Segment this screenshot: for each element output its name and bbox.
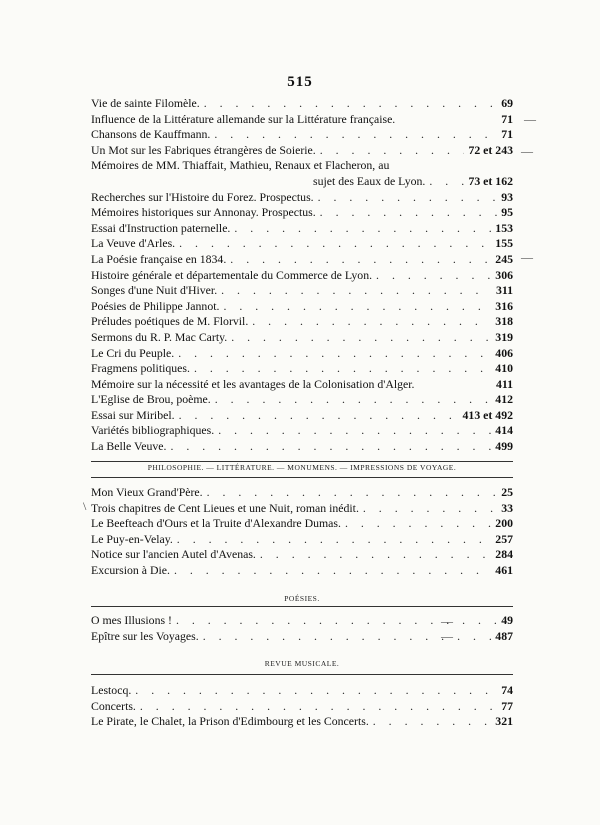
- entry-title: Histoire générale et départementale du Commerce de Lyon.: [91, 267, 373, 282]
- margin-pencil-mark: —: [524, 112, 536, 126]
- dot-leader: [429, 174, 464, 190]
- page-number: 515: [287, 74, 313, 90]
- index-entry: [91, 423, 513, 439]
- dot-leader: [179, 408, 459, 424]
- dot-leader: [177, 532, 492, 548]
- entry-pages: 411: [495, 376, 513, 391]
- entry-pages: 155: [495, 236, 513, 251]
- dot-leader: [135, 683, 497, 699]
- dot-leader: [223, 299, 491, 315]
- margin-pencil-mark: —: [441, 614, 453, 628]
- dot-leader: [320, 143, 465, 159]
- index-block-articles: [91, 96, 513, 455]
- entry-title: La Belle Veuve.: [91, 439, 167, 454]
- index-entry: [91, 683, 513, 699]
- entry-title: Songes d'une Nuit d'Hiver.: [91, 283, 218, 298]
- index-entry: [91, 236, 513, 252]
- entry-pages: 321: [495, 714, 513, 729]
- entry-title: sujet des Eaux de Lyon.: [313, 173, 426, 188]
- dot-leader: [373, 714, 492, 730]
- section-rule: [91, 606, 513, 607]
- index-entry: [91, 501, 513, 517]
- entry-title: Vie de sainte Filomèle.: [91, 96, 200, 110]
- entry-pages: 72 et 243: [468, 142, 513, 157]
- index-entry: [91, 439, 513, 455]
- dot-leader: [214, 127, 497, 143]
- entry-title: Essai sur Miribel.: [91, 407, 175, 422]
- entry-pages: 33: [501, 500, 513, 515]
- dot-leader: [376, 268, 491, 284]
- dot-leader: [179, 236, 491, 252]
- dot-leader: [363, 501, 497, 517]
- index-entry: [91, 96, 513, 112]
- entry-pages: 25: [501, 485, 513, 499]
- entry-pages: 487: [495, 628, 513, 643]
- index-entry: [91, 714, 513, 730]
- section-heading-revue-musicale: REVUE MUSICALE.: [264, 659, 340, 668]
- entry-pages: 316: [495, 298, 513, 313]
- entry-title: Epître sur les Voyages.: [91, 628, 199, 643]
- dot-leader: [174, 563, 491, 579]
- index-entry: [91, 563, 513, 579]
- entry-title: Le Puy-en-Velay.: [91, 531, 173, 546]
- entry-title: La Veuve d'Arles.: [91, 236, 176, 251]
- entry-title: Le Beefteach d'Ours et la Truite d'Alexandre Dumas.: [91, 516, 341, 531]
- index-entry: [91, 112, 513, 128]
- entry-pages: 71: [501, 127, 513, 142]
- index-entry: [91, 158, 513, 174]
- entry-title: Influence de la Littérature allemande sur la Littérature française.: [91, 111, 396, 126]
- entry-pages: 74: [501, 683, 513, 697]
- index-entry: [91, 314, 513, 330]
- entry-pages: 77: [501, 698, 513, 713]
- section-rule: [91, 477, 513, 478]
- dot-leader: [194, 361, 491, 377]
- entry-pages: 245: [495, 251, 513, 266]
- index-block-revue-musicale: [91, 683, 513, 730]
- index-entry: [91, 283, 513, 299]
- entry-pages: 200: [495, 516, 513, 531]
- entry-title: Poésies de Philippe Jannot.: [91, 298, 220, 313]
- index-entry: [91, 299, 513, 315]
- margin-pencil-mark: \: [83, 499, 87, 513]
- entry-pages: 73 et 162: [468, 173, 513, 188]
- entry-title: Mémoire sur la nécessité et les avantages de la Colonisation d'Alger.: [91, 376, 415, 391]
- dot-leader: [178, 346, 491, 362]
- index-block-philosophie: [91, 485, 513, 579]
- entry-pages: 153: [495, 220, 513, 235]
- entry-title: Trois chapitres de Cent Lieues et une Nuit, roman inédit.: [91, 500, 359, 515]
- entry-pages: 318: [495, 314, 513, 329]
- index-entry: [91, 485, 513, 501]
- dot-leader: [221, 283, 492, 299]
- entry-pages: 410: [495, 361, 513, 376]
- entry-title: Essai d'Instruction paternelle.: [91, 220, 231, 235]
- dot-leader: [320, 205, 498, 221]
- index-entry: [91, 361, 513, 377]
- section-rule: [91, 674, 513, 675]
- entry-title: L'Eglise de Brou, poème.: [91, 392, 211, 407]
- entry-title: Variétés bibliographiques.: [91, 423, 215, 438]
- section-rule: [91, 461, 513, 462]
- entry-title: La Poésie française en 1834.: [91, 251, 227, 266]
- index-entry: [91, 392, 513, 408]
- entry-pages: 71: [501, 111, 513, 126]
- entry-title: Recherches sur l'Histoire du Forez. Prospectus.: [91, 189, 314, 204]
- index-entry: [91, 699, 513, 715]
- entry-title: Sermons du R. P. Mac Carty.: [91, 329, 228, 344]
- index-entry: [91, 127, 513, 143]
- dot-leader: [140, 699, 497, 715]
- entry-title: Préludes poétiques de M. Florvil.: [91, 314, 249, 329]
- entry-title: Mon Vieux Grand'Père.: [91, 485, 203, 499]
- section-heading-philosophie: PHILOSOPHIE. — LITTÉRATURE. — MONUMENS. — IMPRESSIONS DE VOYAGE.: [147, 463, 457, 472]
- entry-pages: 69: [501, 96, 513, 110]
- entry-pages: 311: [495, 283, 513, 298]
- entry-pages: 93: [501, 189, 513, 204]
- index-entry: [91, 547, 513, 563]
- dot-leader: [218, 423, 491, 439]
- entry-pages: 499: [495, 439, 513, 454]
- entry-title: Le Pirate, le Chalet, la Prison d'Edimbourg et les Concerts.: [91, 714, 369, 729]
- entry-title: Un Mot sur les Fabriques étrangères de Soierie.: [91, 142, 316, 157]
- index-entry: [91, 532, 513, 548]
- dot-leader: [252, 314, 491, 330]
- entry-pages: 95: [501, 205, 513, 220]
- dot-leader: [215, 392, 492, 408]
- dot-leader: [318, 190, 498, 206]
- entry-title: Mémoires de MM. Thiaffait, Mathieu, Renaux et Flacheron, au: [91, 158, 390, 173]
- section-heading-poesies: POÉSIES.: [284, 594, 320, 603]
- entry-title: Mémoires historiques sur Annonay. Prospectus.: [91, 205, 316, 220]
- index-entry: [91, 190, 513, 206]
- entry-title: Fragmens politiques.: [91, 361, 190, 376]
- entry-title: Lestocq.: [91, 683, 132, 697]
- index-entry: [91, 174, 513, 190]
- entry-title: O mes Illusions !: [91, 613, 172, 627]
- entry-pages: 413 et 492: [462, 407, 513, 422]
- entry-title: Chansons de Kauffmann.: [91, 127, 211, 142]
- entry-pages: 306: [495, 267, 513, 282]
- dot-leader: [207, 485, 498, 501]
- index-entry: [91, 143, 513, 159]
- entry-pages: 319: [495, 329, 513, 344]
- dot-leader: [204, 96, 497, 112]
- margin-pencil-mark: —: [441, 629, 453, 643]
- dot-leader: [260, 547, 491, 563]
- index-entry: [91, 516, 513, 532]
- entry-title: Le Cri du Peuple.: [91, 345, 175, 360]
- dot-leader: [234, 221, 491, 237]
- index-entry: [91, 252, 513, 268]
- entry-pages: 461: [495, 562, 513, 577]
- index-entry: [91, 268, 513, 284]
- entry-pages: 284: [495, 547, 513, 562]
- index-entry: [91, 408, 513, 424]
- index-entry: [91, 377, 513, 393]
- index-entry: [91, 205, 513, 221]
- entry-pages: 406: [495, 345, 513, 360]
- entry-pages: 49: [501, 613, 513, 627]
- entry-pages: 257: [495, 531, 513, 546]
- margin-pencil-mark: —: [521, 144, 533, 158]
- entry-title: Notice sur l'ancien Autel d'Avenas.: [91, 547, 256, 562]
- dot-leader: [345, 516, 491, 532]
- entry-pages: 412: [495, 392, 513, 407]
- entry-title: Concerts.: [91, 698, 136, 713]
- margin-pencil-mark: —: [521, 250, 533, 264]
- dot-leader: [231, 330, 491, 346]
- index-entry: [91, 330, 513, 346]
- index-entry: [91, 221, 513, 237]
- entry-title: Excursion à Die.: [91, 562, 170, 577]
- index-entry: [91, 346, 513, 362]
- entry-pages: 414: [495, 423, 513, 438]
- dot-leader: [170, 439, 491, 455]
- dot-leader: [230, 252, 491, 268]
